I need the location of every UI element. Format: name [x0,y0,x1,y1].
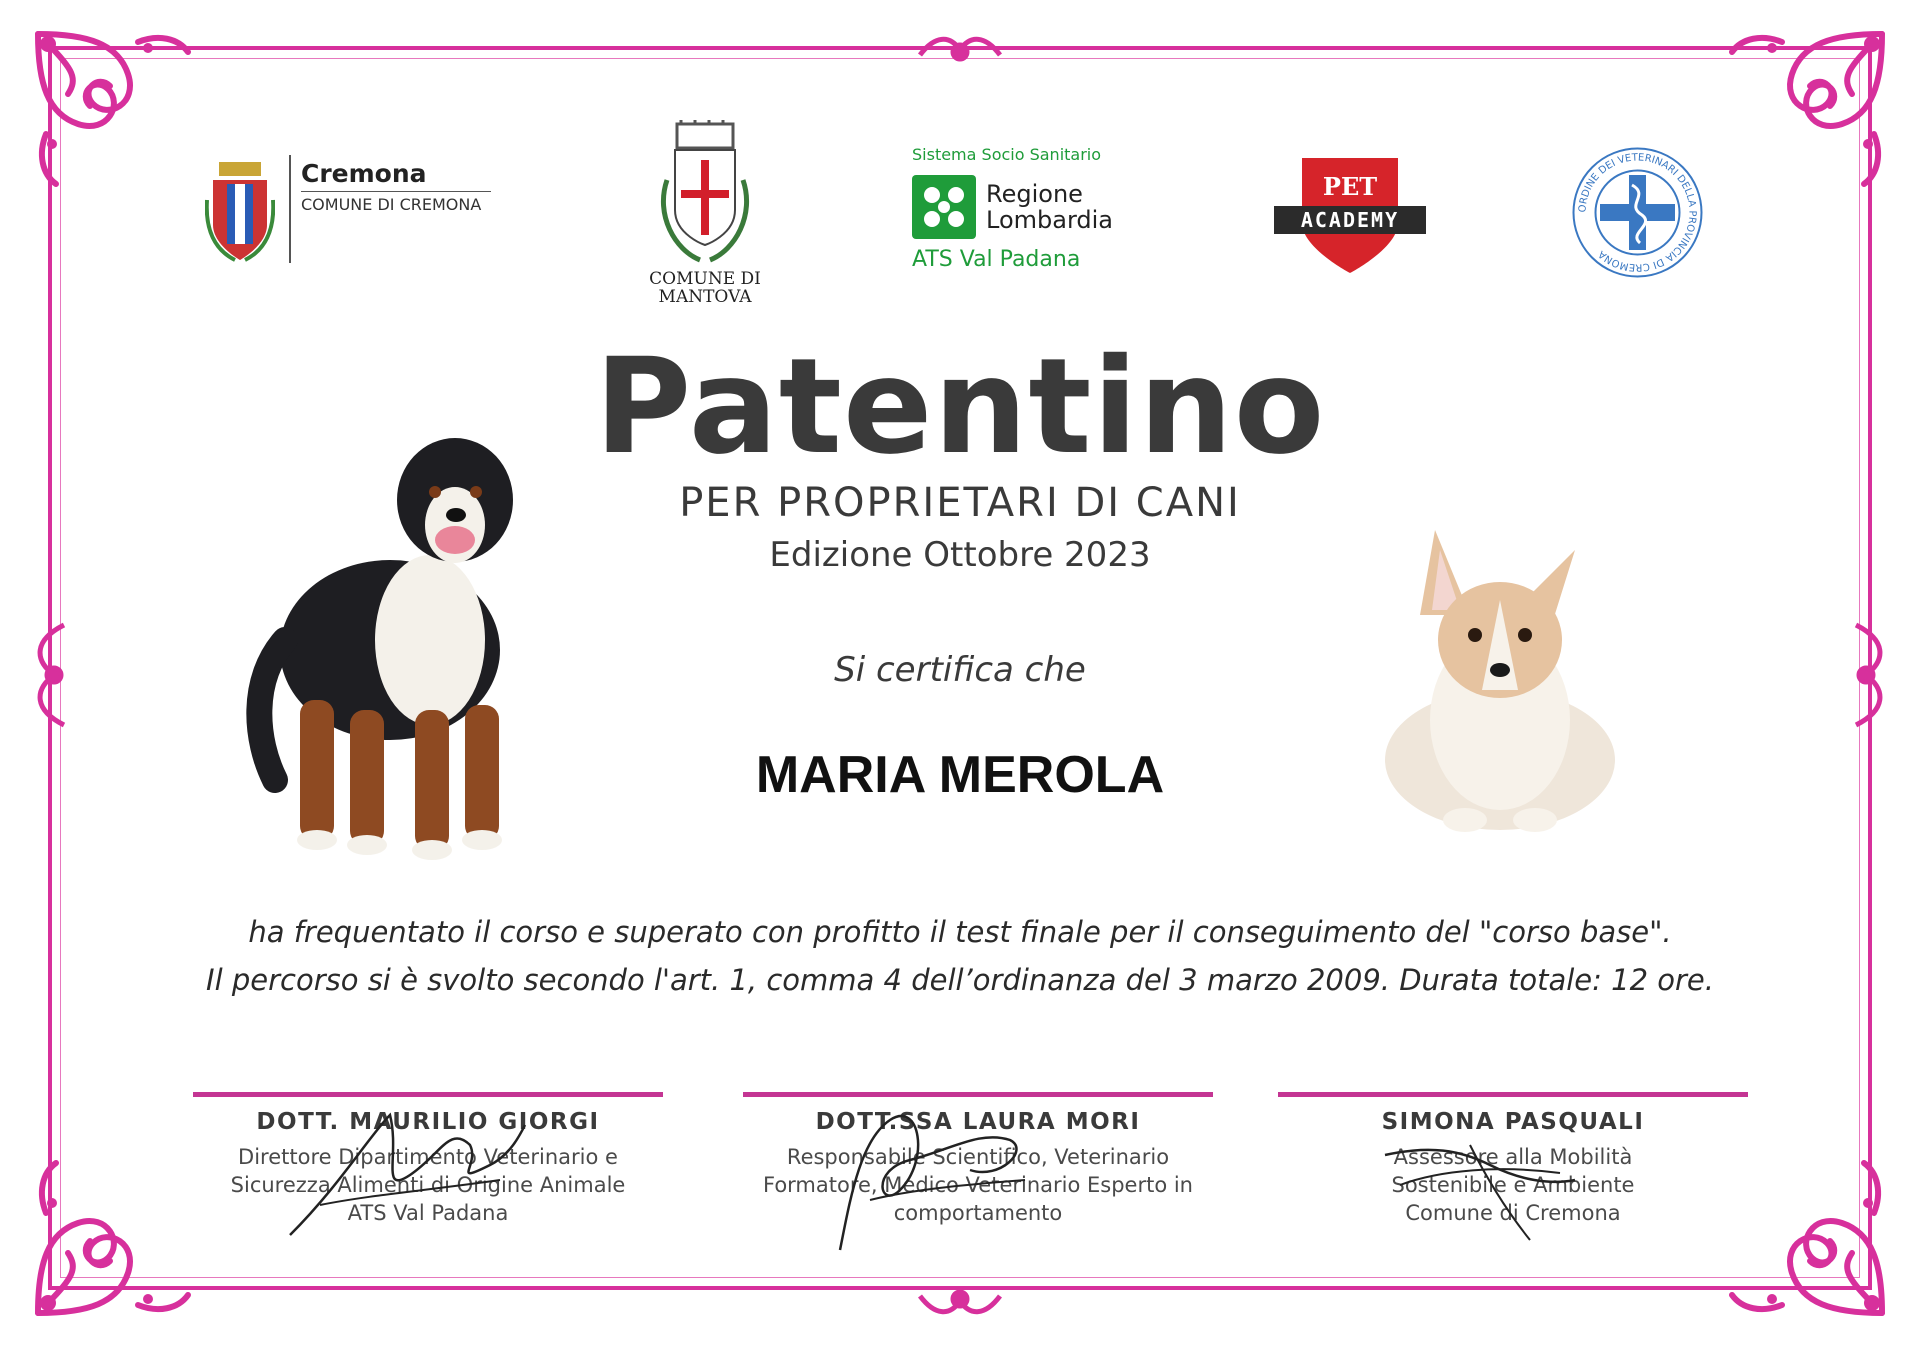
pet-academy-band-text: ACADEMY [1300,208,1400,232]
signatory-role-line2: Sostenibile e Ambiente [1391,1173,1635,1197]
signature-line [1278,1092,1748,1097]
signatory-2 [743,1092,1213,1227]
corner-ornament-bottom-left [28,1153,198,1323]
certificate-title: Patentino [594,330,1326,484]
signatory-name: DOTT.SSA LAURA MORI [815,1109,1141,1135]
signatory-role-line2: Formatore, Medico Veterinario Esperto in [762,1173,1193,1197]
top-center-ornament [915,30,1005,70]
lombardia-logo [900,145,1140,285]
cremona-subtitle: COMUNE DI CREMONA [301,195,482,214]
cremona-logo [205,155,495,275]
cremona-underline [301,191,491,192]
mantova-crest-icon [645,120,765,270]
vet-order-logo [1570,145,1705,280]
vet-order-emblem-icon [1570,145,1705,280]
bottom-center-ornament [915,1281,1005,1321]
cremona-crest-icon [205,160,275,265]
vet-order-ring-text: ORDINE DEI VETERINARI DELLA PROVINCIA DI CREMONA [1577,152,1698,273]
corgi-dog-image [1350,520,1640,840]
lombardia-name-line1: Regione [986,180,1083,208]
certificate-edition: Edizione Ottobre 2023 [769,535,1151,575]
mantova-label-line1: COMUNE DI [649,269,761,289]
mantova-label-line2: MANTOVA [658,287,752,307]
certificate-subtitle: PER PROPRIETARI DI CANI [679,480,1241,526]
signatory-role [1278,1143,1748,1227]
signatory-role-line3: ATS Val Padana [347,1201,509,1225]
body-text-line2: Il percorso si è svolto secondo l'art. 1, comma 4 dell’ordinanza del 3 marzo 2009. Durata totale: 12 ore. [206,963,1714,997]
signatory-role [743,1143,1213,1227]
signatory-name: DOTT. MAURILIO GIORGI [256,1109,600,1135]
signatory-name: SIMONA PASQUALI [1381,1109,1645,1135]
signatory-3 [1278,1092,1748,1227]
bernese-dog-image [240,420,570,860]
lombardia-name [986,181,1113,233]
signatory-role-line2: Sicurezza Alimenti di Origine Animale [230,1173,626,1197]
cremona-title: Cremona [301,159,427,188]
lombardia-top-text: Sistema Socio Sanitario [912,145,1102,164]
signature-line [193,1092,663,1097]
lombardia-rose-icon [912,175,976,239]
signature-line [743,1092,1213,1097]
corner-ornament-top-right [1722,24,1892,194]
signatory-role-line1: Assessore alla Mobilità [1393,1145,1633,1169]
mantova-label [640,270,770,306]
mantova-logo [640,120,770,310]
corner-ornament-top-left [28,24,198,194]
pet-academy-top-text: PET [1322,172,1378,201]
cremona-divider [289,155,291,263]
body-text-line1: ha frequentato il corso e superato con profitto il test finale per il conseguimento del "corso base". [248,915,1672,949]
lombardia-bottom-text: ATS Val Padana [912,247,1081,272]
pet-academy-logo [1270,148,1430,278]
signatory-role-line3: comportamento [893,1201,1063,1225]
certificate-intro: Si certifica che [834,650,1086,690]
signatory-role-line3: Comune di Cremona [1405,1201,1621,1225]
signatory-role [193,1143,663,1227]
signatory-role-line1: Direttore Dipartimento Veterinario e [238,1145,618,1169]
recipient-name: MARIA MEROLA [755,746,1165,804]
signatory-role-line1: Responsabile Scientifico, Veterinario [786,1145,1170,1169]
lombardia-name-line2: Lombardia [986,206,1114,234]
signatory-1 [193,1092,663,1227]
